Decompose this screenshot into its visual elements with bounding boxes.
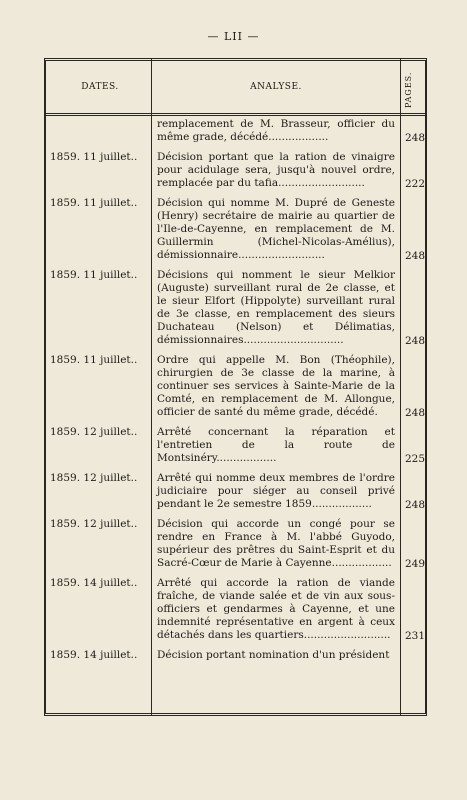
entry-date: 1859. 12 juillet..	[50, 518, 138, 530]
entry-page: 222	[404, 178, 425, 190]
list-item	[44, 151, 427, 190]
entry-date: 1859. 11 juillet..	[50, 354, 138, 366]
page-number: — LII —	[207, 30, 260, 43]
column-header-dates: DATES.	[81, 82, 119, 92]
list-item	[44, 577, 427, 642]
entry-text: Décision portant que la ration de vinaigre pour acidulage sera, jusqu'à nouvel ordre, remplacée par du tafia..........................	[157, 151, 395, 189]
list-item	[44, 472, 427, 511]
entry-page: 231	[404, 630, 425, 642]
entry-text: Décision portant nomination d'un président	[157, 649, 390, 661]
list-item	[44, 649, 427, 662]
entry-text: Ordre qui appelle M. Bon (Théophile), chirurgien de 3e classe de la marine, à continuer ses services à Sainte-Marie de la Comté, en remplacement de M. Allongue, officier de santé du même grade, décédé.	[157, 354, 395, 418]
list-item	[44, 197, 427, 262]
entry-date: 1859. 11 juillet..	[50, 197, 138, 209]
list-item	[44, 354, 427, 419]
header-rule	[44, 113, 427, 116]
entry-page: 225	[404, 453, 425, 465]
entry-page: 248	[404, 335, 425, 347]
entry-page: 248	[404, 499, 425, 511]
entry-text: Décision qui nomme M. Dupré de Geneste (Henry) secrétaire de mairie au quartier de l'Ile-de-Cayenne, en remplacement de M. Guillermin (Michel-Nicolas-Amélius), démissionnaire..........................	[157, 197, 395, 261]
entry-text: Arrêté concernant la réparation et l'entretien de la route de Montsinéry..................	[157, 426, 395, 464]
entry-date: 1859. 11 juillet..	[50, 151, 138, 163]
list-item	[44, 518, 427, 570]
entry-date: 1859. 12 juillet..	[50, 472, 138, 484]
entry-text: Arrêté qui accorde la ration de viande fraîche, de viande salée et de vin aux sous-officiers et gendarmes à Cayenne, et une indemnité représentative en argent à ceux détachés dans les quartiers..........................	[157, 577, 395, 641]
entry-date: 1859. 12 juillet..	[50, 426, 138, 438]
entry-date: 1859. 14 juillet..	[50, 577, 138, 589]
entry-page: 248	[404, 250, 425, 262]
entry-date: 1859. 11 juillet..	[50, 269, 138, 281]
entry-date: 1859. 14 juillet..	[50, 649, 138, 661]
list-item	[44, 118, 427, 144]
entry-page: 249	[404, 558, 425, 570]
entry-page: 248	[404, 407, 425, 419]
entry-text: Arrêté qui nomme deux membres de l'ordre judiciaire pour siéger au conseil privé pendant le 2e semestre 1859..................	[157, 472, 395, 510]
entry-page: 248	[404, 132, 425, 144]
entry-text: remplacement de M. Brasseur, officier du même grade, décédé..................	[157, 118, 395, 143]
entries-list	[44, 118, 427, 669]
list-item	[44, 426, 427, 465]
entry-text: Décision qui accorde un congé pour se rendre en France à M. l'abbé Guyodo, supérieur des prêtres du Saint-Esprit et du Sacré-Cœur de Marie à Cayenne..................	[157, 518, 395, 569]
list-item	[44, 269, 427, 347]
entry-text: Décisions qui nomment le sieur Melkior (Auguste) surveillant rural de 2e classe, et le sieur Elfort (Hippolyte) surveillant rural de 3e classe, en remplacement des sieurs Duchateau (Nelson) et Délimatias, démissionnaires..............................	[157, 269, 395, 346]
column-header-analyse: ANALYSE.	[250, 82, 302, 92]
column-header-pages: PAGES.	[404, 71, 413, 109]
